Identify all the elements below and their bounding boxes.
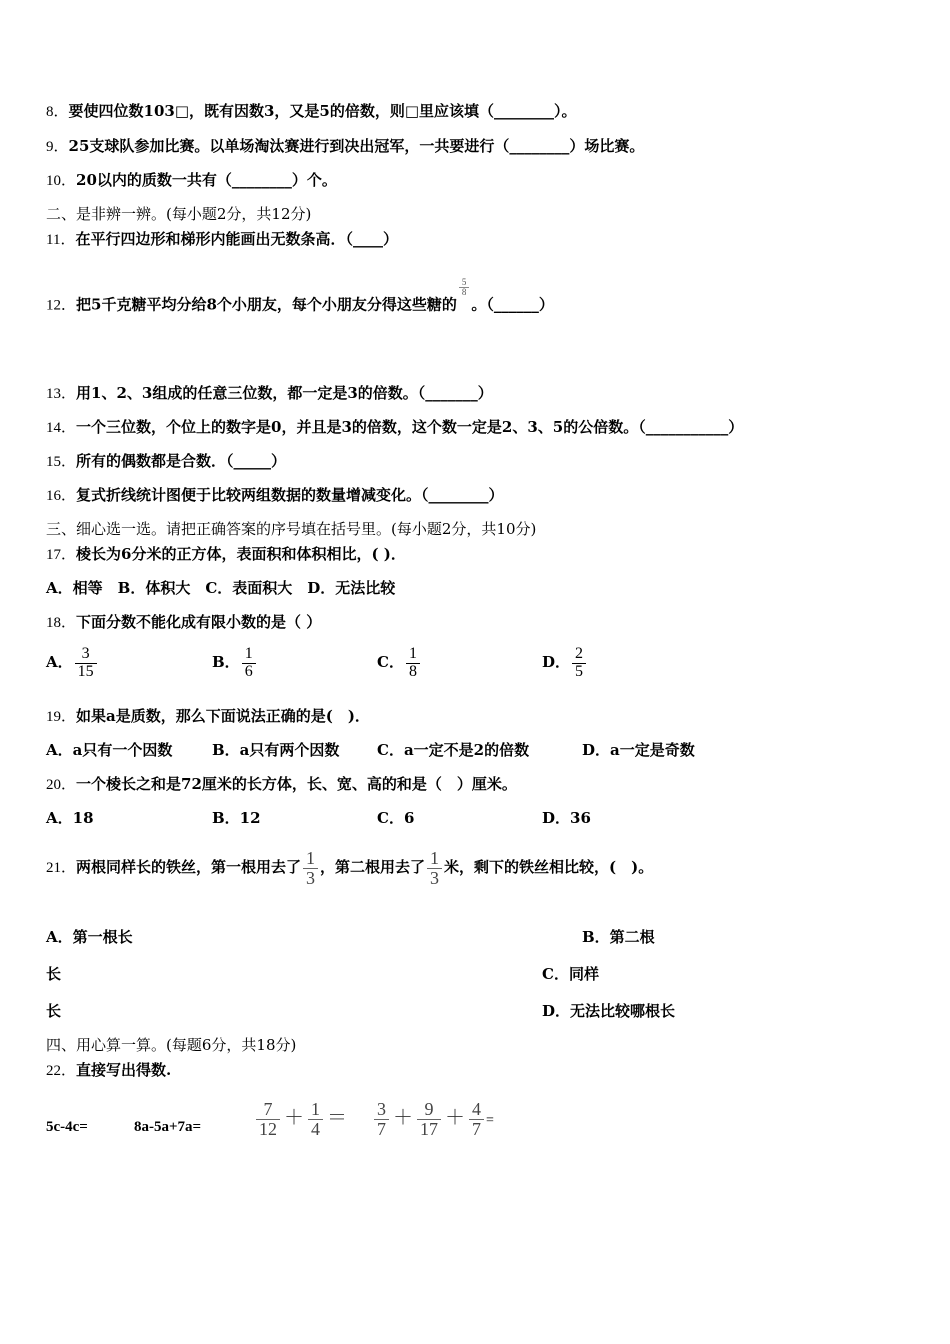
question-12 — [46, 278, 554, 323]
q20-option-b: B．12 — [212, 809, 261, 827]
question-16 — [46, 485, 504, 506]
q18-option-d — [542, 642, 588, 682]
question-number: 22． — [46, 1063, 77, 1079]
question-text-mid: ，第二根用去了 — [320, 858, 426, 876]
question-text: 下面分数不能化成有限小数的是（ ） — [76, 613, 322, 631]
expression-3 — [254, 1094, 349, 1143]
q19-option-b: B．a只有两个因数 — [212, 741, 340, 759]
section-4-heading: 四、用心算一算。(每题6分，共18分) — [46, 1036, 297, 1054]
q18-option-c — [377, 642, 422, 682]
fraction — [242, 646, 256, 681]
q21-option-c: C．同样 — [542, 965, 599, 983]
question-text-end: 米，剩下的铁丝相比较，( )。 — [444, 858, 654, 876]
question-8 — [46, 101, 577, 122]
question-number: 17． — [46, 547, 77, 563]
question-number: 18． — [46, 615, 77, 631]
fraction-numerator: 5 — [459, 278, 470, 288]
question-17 — [46, 544, 406, 565]
fraction-numerator: 4 — [469, 1100, 484, 1120]
question-text: 用1、2、3组成的任意三位数，都一定是3的倍数。（_______） — [76, 384, 493, 402]
question-21 — [46, 845, 653, 890]
question-number: 15． — [46, 454, 77, 470]
fraction-numerator: 9 — [417, 1100, 441, 1120]
section-2-heading: 二、是非辨一辨。(每小题2分，共12分) — [46, 205, 312, 223]
question-text: 一个三位数，个位上的数字是0，并且是3的倍数，这个数一定是2、3、5的公倍数。（___________） — [76, 418, 744, 436]
question-text: 把5千克糖平均分给8个小朋友，每个小朋友分得这些糖的 — [76, 295, 457, 314]
question-number: 8． — [46, 104, 69, 120]
expression-4 — [372, 1094, 494, 1145]
question-text-end: 。（______） — [471, 295, 554, 314]
question-11 — [46, 229, 398, 250]
question-number: 9． — [46, 139, 69, 155]
fraction-numerator: 1 — [303, 849, 318, 869]
question-13 — [46, 383, 493, 404]
fraction — [303, 849, 318, 888]
q21-option-a: A．第一根长 — [46, 928, 133, 946]
fraction — [75, 646, 97, 681]
question-19 — [46, 706, 370, 727]
question-20 — [46, 774, 517, 795]
expression-1: 5c-4c= — [46, 1119, 88, 1135]
option-label: D． — [542, 653, 571, 671]
q19-option-d: D．a一定是奇数 — [582, 741, 695, 759]
question-number: 12． — [46, 297, 77, 314]
question-22 — [46, 1060, 171, 1081]
fraction-denominator: 8 — [408, 662, 417, 680]
question-text: 直接写出得数. — [76, 1061, 172, 1079]
question-text: 如果a是质数，那么下面说法正确的是( )． — [76, 707, 370, 725]
section-3-heading: 三、细心选一选。请把正确答案的序号填在括号里。(每小题2分，共10分) — [46, 520, 537, 538]
fraction-denominator: 7 — [377, 1119, 386, 1139]
fraction-numerator: 1 — [406, 646, 420, 664]
q20-option-d: D．36 — [542, 809, 591, 827]
question-14 — [46, 417, 743, 438]
option-label: B． — [212, 653, 240, 671]
question-9 — [46, 136, 644, 157]
expression-2: 8a-5a+7a= — [134, 1119, 202, 1135]
fraction-numerator: 7 — [256, 1100, 280, 1120]
fraction — [256, 1100, 280, 1139]
question-17-options: A．相等 B．体积大 C．表面积大 D．无法比较 — [46, 579, 396, 597]
fraction-numerator: 1 — [427, 849, 442, 869]
question-text: 所有的偶数都是合数．（_____） — [76, 452, 287, 470]
question-number: 20． — [46, 777, 77, 793]
question-text: 两根同样长的铁丝，第一根用去了 — [76, 858, 302, 876]
option-label: C． — [377, 653, 404, 671]
question-number: 21． — [46, 860, 77, 876]
fraction — [459, 278, 470, 298]
plus-sign: ＋ — [445, 1107, 465, 1129]
fraction-denominator: 8 — [461, 287, 467, 298]
question-10 — [46, 170, 337, 191]
fraction-denominator: 3 — [430, 867, 440, 888]
question-text: 一个棱长之和是72厘米的长方体，长、宽、高的和是（ ）厘米。 — [76, 775, 517, 793]
fraction — [417, 1100, 441, 1139]
fraction-numerator: 3 — [374, 1100, 389, 1120]
fraction — [374, 1100, 389, 1139]
fraction-numerator: 2 — [572, 646, 586, 664]
fraction-denominator: 17 — [420, 1119, 438, 1139]
question-18 — [46, 612, 321, 633]
question-number: 10． — [46, 173, 77, 189]
fraction — [308, 1100, 323, 1139]
question-number: 13． — [46, 386, 77, 402]
plus-sign: ＋ — [284, 1107, 304, 1129]
q21-option-b: B．第二根 — [582, 928, 655, 946]
question-15 — [46, 451, 286, 472]
q19-option-c: C．a一定不是2的倍数 — [377, 741, 530, 759]
option-label: A． — [46, 653, 73, 671]
question-text: 20以内的质数一共有（________）个。 — [76, 171, 337, 189]
fraction-denominator: 12 — [259, 1119, 277, 1139]
question-text: 复式折线统计图便于比较两组数据的数量增减变化。（________） — [76, 486, 504, 504]
q20-option-c: C．6 — [377, 809, 415, 827]
fraction — [427, 849, 442, 888]
q21-option-d: D．无法比较哪根长 — [542, 1002, 676, 1020]
question-number: 19． — [46, 709, 77, 725]
fraction — [572, 646, 586, 681]
question-text: 棱长为6分米的正方体，表面积和体积相比，( )． — [76, 545, 406, 563]
fraction — [406, 646, 420, 681]
equals-sign: = — [486, 1113, 494, 1128]
question-number: 16． — [46, 488, 77, 504]
question-number: 11． — [46, 232, 76, 248]
q18-option-a — [46, 642, 99, 682]
fraction — [469, 1100, 484, 1139]
fraction-numerator: 3 — [75, 646, 97, 664]
q21-option-b-continued: 长 — [46, 965, 62, 983]
fraction-denominator: 6 — [244, 662, 253, 680]
question-text: 要使四位数103□，既有因数3，又是5的倍数，则□里应该填（________）。 — [68, 102, 577, 120]
fraction-denominator: 15 — [77, 662, 94, 680]
q18-option-b — [212, 642, 258, 682]
question-number: 14． — [46, 420, 77, 436]
question-text: 在平行四边形和梯形内能画出无数条高．（____） — [75, 230, 398, 248]
q21-option-c-continued: 长 — [46, 1002, 62, 1020]
question-text: 25支球队参加比赛。以单场淘汰赛进行到决出冠军，一共要进行（________）场比赛。 — [68, 137, 645, 155]
plus-sign: ＋ — [393, 1107, 413, 1129]
fraction-numerator: 1 — [308, 1100, 323, 1120]
q20-option-a: A．18 — [46, 809, 94, 827]
fraction-denominator: 7 — [472, 1119, 481, 1139]
q19-option-a: A．a只有一个因数 — [46, 741, 173, 759]
fraction-denominator: 5 — [575, 662, 584, 680]
equals-sign: ＝ — [327, 1107, 347, 1129]
fraction-denominator: 4 — [311, 1119, 320, 1139]
fraction-numerator: 1 — [242, 646, 256, 664]
fraction-denominator: 3 — [306, 867, 316, 888]
